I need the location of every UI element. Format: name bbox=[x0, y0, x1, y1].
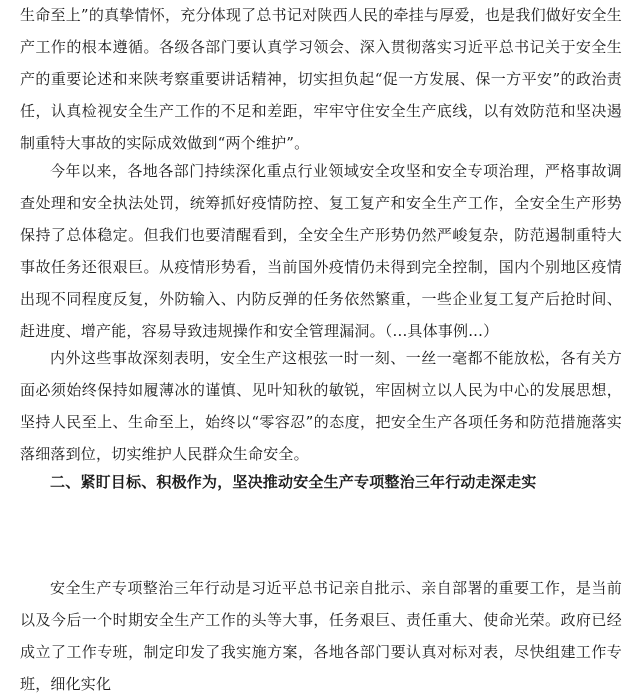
paragraph-2: 今年以来，各地各部门持续深化重点行业领域安全攻坚和安全专项治理，严格事故调查处理和安全执法处罚，统筹抓好疫情防控、复工复产和安全生产工作，全安全生产形势保持了总体稳定。但我们也要清醒看到，全安全生产形势仍然严峻复杂，防范遏制重特大事故任务还很艰巨。从疫情形势看，当前国外疫情仍未得到完全控制，国内个别地区疫情出现不同程度反复，外防输入、内防反弹的任务依然繁重，一些企业复工复产后抢时间、赶进度、增产能，容易导致违规操作和安全管理漏洞。（...具体事例...） bbox=[20, 162, 622, 340]
paragraph-3: 内外这些事故深刻表明，安全生产这根弦一时一刻、一丝一毫都不能放松，各有关方面必须始终保持如履薄冰的谨慎、见叶知秋的敏锐，牢固树立以人民为中心的发展思想，坚持人民至上、生命至上，始终以“零容忍”的态度，把安全生产各项任务和防范措施落实落细落到位，切实维护人民群众生命安全。 bbox=[20, 349, 622, 463]
section-heading: 二、紧盯目标、积极作为，坚决推动安全生产专项整治三年行动走深走实 bbox=[50, 473, 537, 491]
paragraph-4: 安全生产专项整治三年行动是习近平总书记亲自批示、亲自部署的重要工作，是当前以及今后一个时期安全生产工作的头等大事，任务艰巨、责任重大、使命光荣。政府已经成立了工作专班，制定印发了我实施方案，各地各部门要认真对标对表，尽快组建工作专班，细化实化 bbox=[20, 579, 622, 693]
paragraph-1: 生命至上”的真挚情怀，充分体现了总书记对陕西人民的牵挂与厚爱，也是我们做好安全生产工作的根本遵循。各级各部门要认真学习领会、深入贯彻落实习近平总书记关于安全生产的重要论述和来陕考察重要讲话精神，切实担负起“促一方发展、保一方平安”的政治责任，认真检视安全生产工作的不足和差距，牢牢守住安全生产底线，以有效防范和坚决遏制重特大事故的实际成效做到“两个维护”。 bbox=[20, 6, 622, 152]
